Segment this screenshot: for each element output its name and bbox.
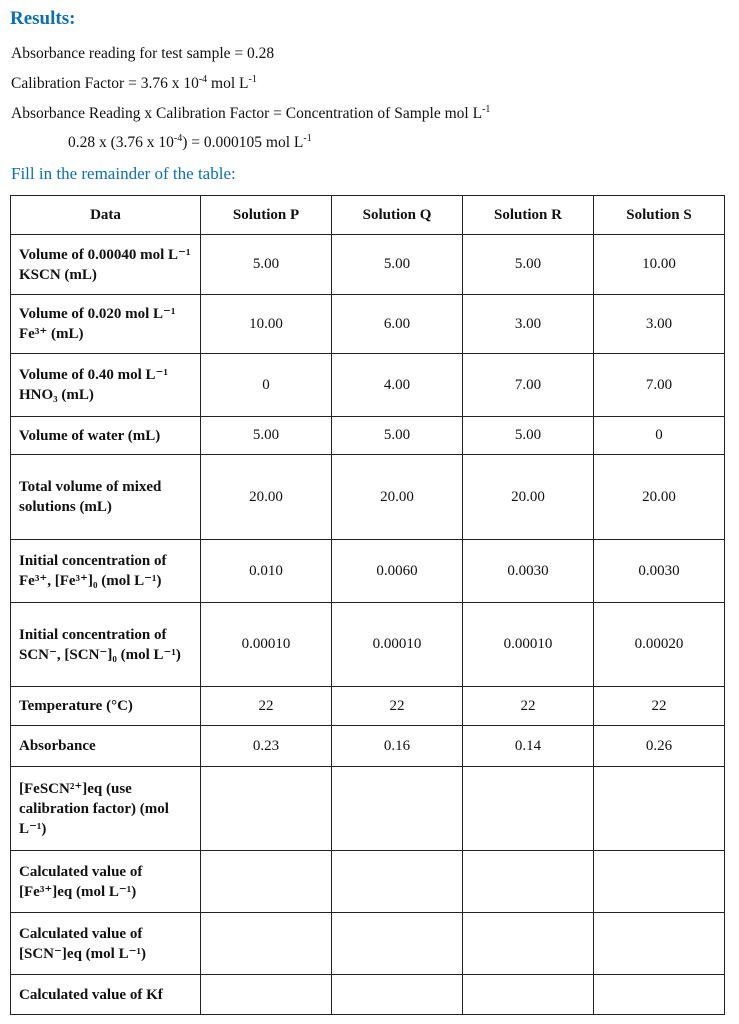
table-row <box>11 295 725 354</box>
calibration-factor-line: Calibration Factor = 3.76 x $10^{-4}$ mol $L^{-1}$ <box>11 74 257 92</box>
cell-r: 5.00 <box>463 235 594 295</box>
table-row <box>11 913 725 975</box>
cell-p: 0 <box>201 354 332 417</box>
row-label: Temperature (°C) <box>11 687 201 726</box>
cell-p: 20.00 <box>201 455 332 540</box>
cell-s[interactable] <box>594 851 725 913</box>
row-label: [FeSCN²⁺]eq (use calibration factor) (mol L⁻¹) <box>11 767 201 851</box>
cell-p: 5.00 <box>201 235 332 295</box>
table-row <box>11 851 725 913</box>
formula-line: Absorbance Reading x Calibration Factor = Concentration of Sample mol $L^{-1}$ <box>11 104 491 122</box>
header-solution-q: Solution Q <box>332 196 463 235</box>
cell-s[interactable] <box>594 767 725 851</box>
cell-r: 7.00 <box>463 354 594 417</box>
table-row <box>11 235 725 295</box>
cell-p: 22 <box>201 687 332 726</box>
cell-s: 0 <box>594 417 725 455</box>
row-label: Initial concentration of Fe³⁺, [Fe³⁺]₀ (mol L⁻¹) <box>11 540 201 603</box>
cell-q: 0.0060 <box>332 540 463 603</box>
cell-r: 3.00 <box>463 295 594 354</box>
cell-q[interactable] <box>332 975 463 1015</box>
cell-q[interactable] <box>332 913 463 975</box>
cell-p: 0.23 <box>201 726 332 767</box>
cell-r[interactable] <box>463 975 594 1015</box>
table-row <box>11 540 725 603</box>
header-solution-r: Solution R <box>463 196 594 235</box>
header-row <box>11 196 725 235</box>
row-label: Initial concentration of SCN⁻, [SCN⁻]₀ (mol L⁻¹) <box>11 603 201 687</box>
cell-s: 3.00 <box>594 295 725 354</box>
row-label: Calculated value of [Fe³⁺]eq (mol L⁻¹) <box>11 851 201 913</box>
cell-q: 0.00010 <box>332 603 463 687</box>
row-label: Absorbance <box>11 726 201 767</box>
cell-p[interactable] <box>201 975 332 1015</box>
header-data: Data <box>11 196 201 235</box>
header-solution-p: Solution P <box>201 196 332 235</box>
cell-r[interactable] <box>463 913 594 975</box>
cell-s[interactable] <box>594 975 725 1015</box>
row-label: Volume of water (mL) <box>11 417 201 455</box>
cell-p[interactable] <box>201 913 332 975</box>
row-label: Calculated value of Kf <box>11 975 201 1015</box>
cell-p: 0.010 <box>201 540 332 603</box>
cell-r: 0.14 <box>463 726 594 767</box>
cell-s: 20.00 <box>594 455 725 540</box>
cell-p: 0.00010 <box>201 603 332 687</box>
cell-q: 22 <box>332 687 463 726</box>
table-row <box>11 417 725 455</box>
cell-r: 0.00010 <box>463 603 594 687</box>
cell-r: 0.0030 <box>463 540 594 603</box>
cell-q: 5.00 <box>332 417 463 455</box>
table-row <box>11 726 725 767</box>
cell-s: 22 <box>594 687 725 726</box>
row-label: Volume of 0.40 mol L⁻¹ HNO₃ (mL) <box>11 354 201 417</box>
cell-s: 10.00 <box>594 235 725 295</box>
cell-r: 20.00 <box>463 455 594 540</box>
row-label: Volume of 0.020 mol L⁻¹ Fe³⁺ (mL) <box>11 295 201 354</box>
cell-p: 10.00 <box>201 295 332 354</box>
table-row <box>11 354 725 417</box>
cell-r: 22 <box>463 687 594 726</box>
cell-q: 20.00 <box>332 455 463 540</box>
cell-q[interactable] <box>332 767 463 851</box>
cell-p[interactable] <box>201 851 332 913</box>
cell-s: 0.0030 <box>594 540 725 603</box>
header-solution-s: Solution S <box>594 196 725 235</box>
row-label: Total volume of mixed solutions (mL) <box>11 455 201 540</box>
results-table <box>10 195 725 1015</box>
cell-s: 7.00 <box>594 354 725 417</box>
cell-q: 4.00 <box>332 354 463 417</box>
calculation-line: 0.28 x (3.76 x $10^{-4}) = 0.000105$ mol $L^{-1}$ <box>68 133 312 151</box>
cell-q: 0.16 <box>332 726 463 767</box>
table-row <box>11 767 725 851</box>
table-row <box>11 455 725 540</box>
table-row <box>11 975 725 1015</box>
absorbance-line: Absorbance reading for test sample = 0.28 <box>11 45 275 62</box>
cell-q: 5.00 <box>332 235 463 295</box>
cell-p[interactable] <box>201 767 332 851</box>
cell-q[interactable] <box>332 851 463 913</box>
results-heading: Results: <box>10 8 76 29</box>
cell-p: 5.00 <box>201 417 332 455</box>
table-row <box>11 603 725 687</box>
fill-instruction: Fill in the remainder of the table: <box>11 164 236 183</box>
row-label: Volume of 0.00040 mol L⁻¹ KSCN (mL) <box>11 235 201 295</box>
cell-q: 6.00 <box>332 295 463 354</box>
cell-s: 0.26 <box>594 726 725 767</box>
cell-r: 5.00 <box>463 417 594 455</box>
cell-r[interactable] <box>463 851 594 913</box>
cell-s: 0.00020 <box>594 603 725 687</box>
cell-r[interactable] <box>463 767 594 851</box>
row-label: Calculated value of [SCN⁻]eq (mol L⁻¹) <box>11 913 201 975</box>
cell-s[interactable] <box>594 913 725 975</box>
table-row <box>11 687 725 726</box>
